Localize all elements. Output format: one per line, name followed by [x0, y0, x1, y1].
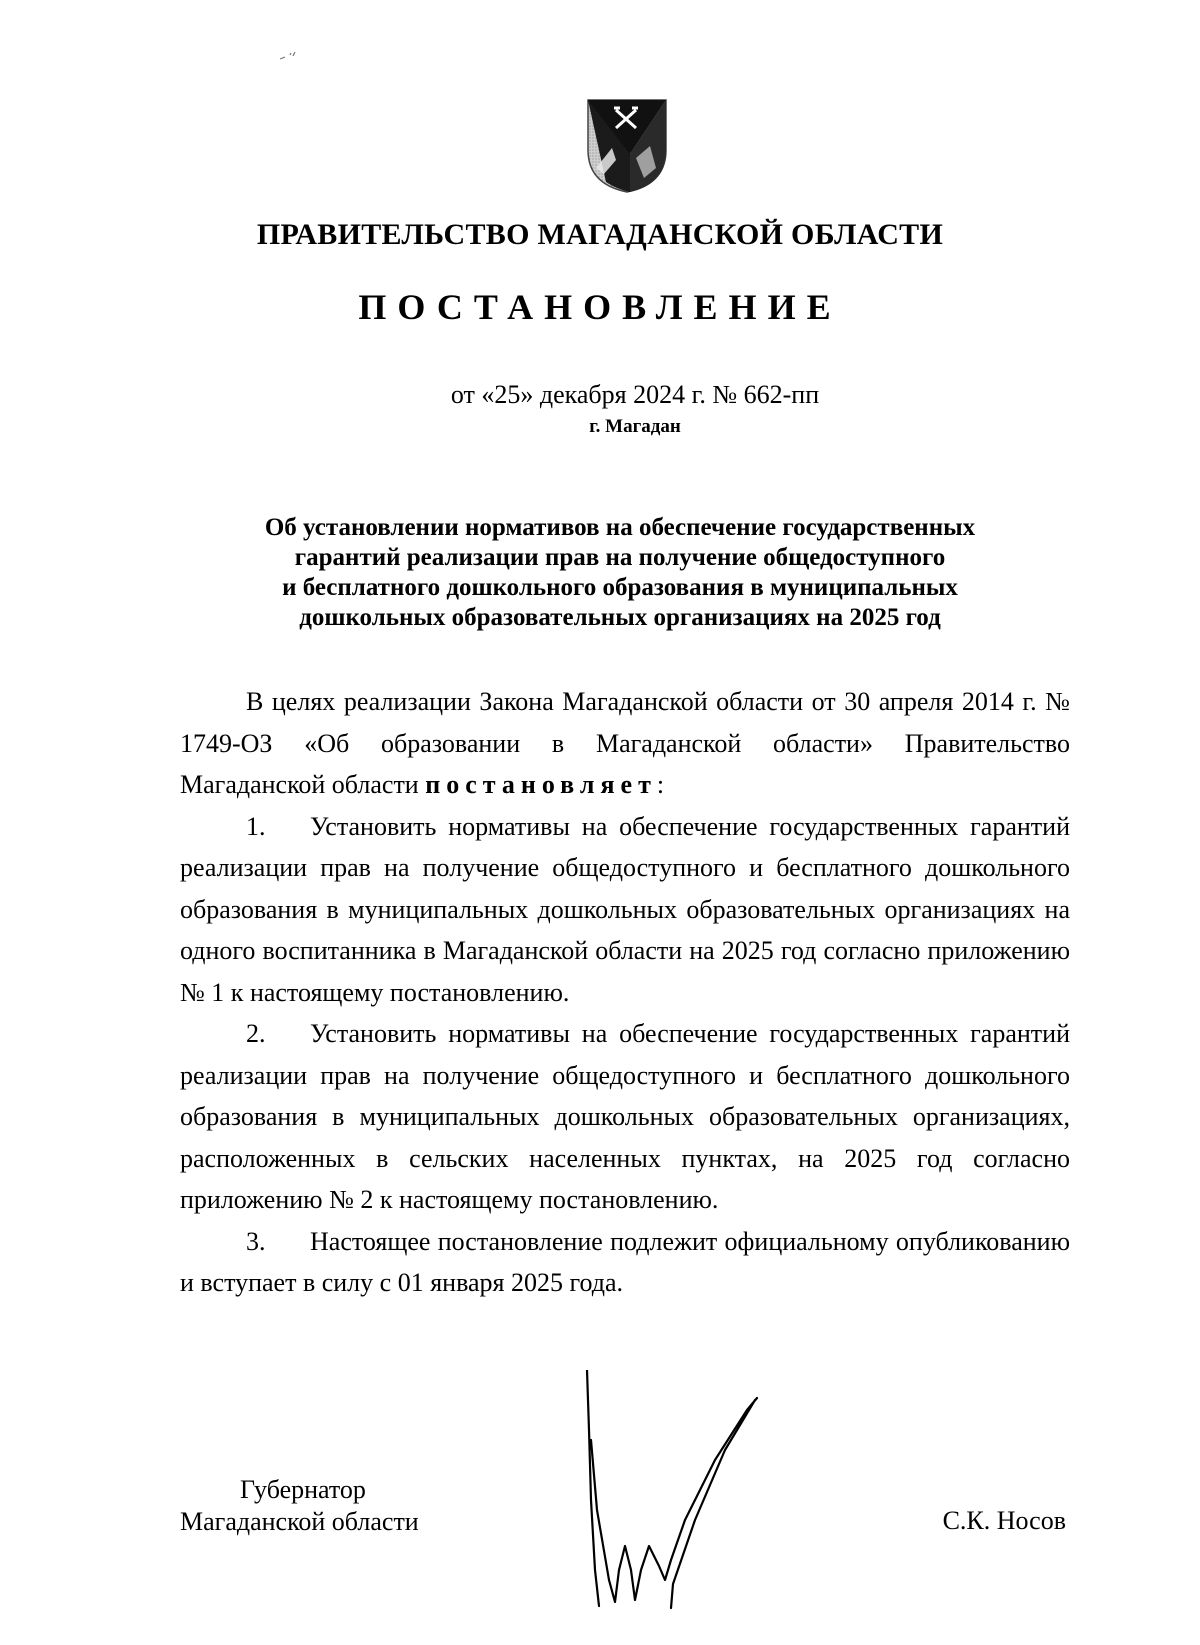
preamble-colon: : [656, 770, 665, 799]
handwritten-signature [575, 1370, 795, 1610]
document-date-number: от «25» декабря 2024 г. № 662-пп [450, 380, 820, 409]
organization-name: ПРАВИТЕЛЬСТВО МАГАДАНСКОЙ ОБЛАСТИ [256, 218, 944, 251]
document-type: ПОСТАНОВЛЕНИЕ [358, 287, 842, 327]
preamble-paragraph [180, 681, 1070, 806]
signer-position-line1: Губернатор [240, 1475, 366, 1504]
decree-word: постановляет [425, 770, 657, 799]
document-title [180, 513, 1060, 633]
scan-artifact [278, 50, 302, 62]
title-line: Об установлении нормативов на обеспечение государственных [264, 514, 976, 541]
signer-name: С.К. Носов [942, 1506, 1066, 1535]
item-paragraph-2 [180, 1013, 1070, 1221]
item-paragraph-3 [180, 1221, 1070, 1304]
item-paragraph-1 [180, 806, 1070, 1014]
document-city: г. Магадан [589, 416, 681, 437]
item-text: Установить нормативы на обеспечение государственных гарантий реализации прав на получение общедоступного и бесплатного дошкольного образования в муниципальных дошкольных образовательных организациях, расположенных в сельских населенных пунктах, на 2025 год согласно приложению № 2 к настоящему постановлению. [180, 1019, 1070, 1214]
item-text: Установить нормативы на обеспечение государственных гарантий реализации прав на получение общедоступного и бесплатного дошкольного образования в муниципальных дошкольных образовательных организациях на одного воспитанника в Магаданской области на 2025 год согласно приложению № 1 к настоящему постановлению. [180, 811, 1070, 1007]
preamble-text: В целях реализации Закона Магаданской области от 30 апреля 2014 г. № 1749-ОЗ «Об образовании в Магаданской области» Правительство Магаданской области [180, 687, 1070, 799]
signer-position [180, 1474, 480, 1538]
item-number: 2. [246, 1019, 266, 1048]
signer-position-line2: Магаданской области [180, 1507, 419, 1536]
item-number: 3. [246, 1226, 266, 1256]
document-body [180, 681, 1070, 1304]
item-number: 1. [246, 811, 266, 841]
title-line: и бесплатного дошкольного образования в муниципальных [282, 574, 958, 601]
title-line: дошкольных образовательных организациях на 2025 год [299, 604, 941, 631]
item-text: Настоящее постановление подлежит официальному опубликованию и вступает в силу с 01 января 2025 года. [180, 1226, 1070, 1297]
title-line: гарантий реализации прав на получение общедоступного [294, 544, 946, 571]
coat-of-arms-icon [586, 98, 668, 194]
